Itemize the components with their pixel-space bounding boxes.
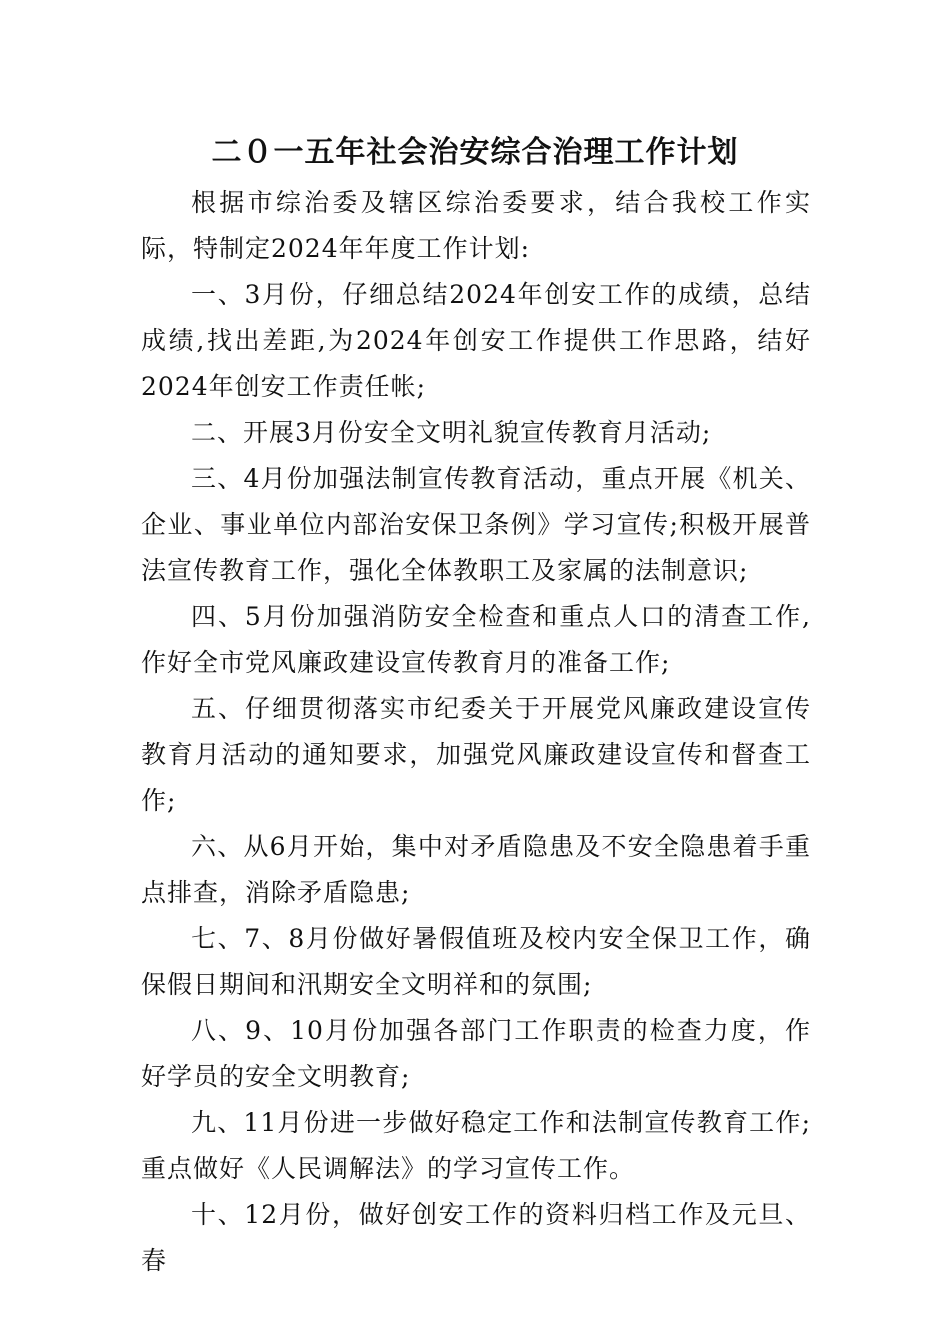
plan-item-1: 一、3月份，仔细总结2024年创安工作的成绩，总结成绩,找出差距,为2024年创安工作提供工作思路，结好2024年创安工作责任帐;	[141, 280, 811, 401]
plan-item-6: 六、从6月开始，集中对矛盾隐患及不安全隐患着手重点排查，消除矛盾隐患;	[141, 832, 811, 907]
plan-item-5: 五、仔细贯彻落实市纪委关于开展党风廉政建设宣传教育月活动的通知要求，加强党风廉政建设宣传和督查工作;	[141, 694, 811, 815]
intro-paragraph: 根据市综治委及辖区综治委要求，结合我校工作实际，特制定2024年年度工作计划:	[141, 188, 811, 263]
plan-item-4: 四、5月份加强消防安全检查和重点人口的清查工作,作好全市党风廉政建设宣传教育月的准备工作;	[141, 602, 811, 677]
plan-item-8: 八、9、10月份加强各部门工作职责的检查力度，作好学员的安全文明教育;	[141, 1016, 811, 1091]
plan-item-3: 三、4月份加强法制宣传教育活动，重点开展《机关、企业、事业单位内部治安保卫条例》学习宣传;积极开展普法宣传教育工作，强化全体教职工及家属的法制意识;	[141, 464, 811, 585]
plan-item-7: 七、7、8月份做好暑假值班及校内安全保卫工作，确保假日期间和汛期安全文明祥和的氛围;	[141, 924, 811, 999]
plan-item-9: 九、11月份进一步做好稳定工作和法制宣传教育工作;重点做好《人民调解法》的学习宣传工作。	[141, 1108, 811, 1183]
plan-item-10: 十、12月份，做好创安工作的资料归档工作及元旦、春	[141, 1200, 811, 1275]
document-body	[141, 180, 811, 1284]
document-title: 二０一五年社会治安综合治理工作计划	[211, 135, 739, 170]
plan-item-2: 二、开展3月份安全文明礼貌宣传教育月活动;	[191, 418, 712, 447]
